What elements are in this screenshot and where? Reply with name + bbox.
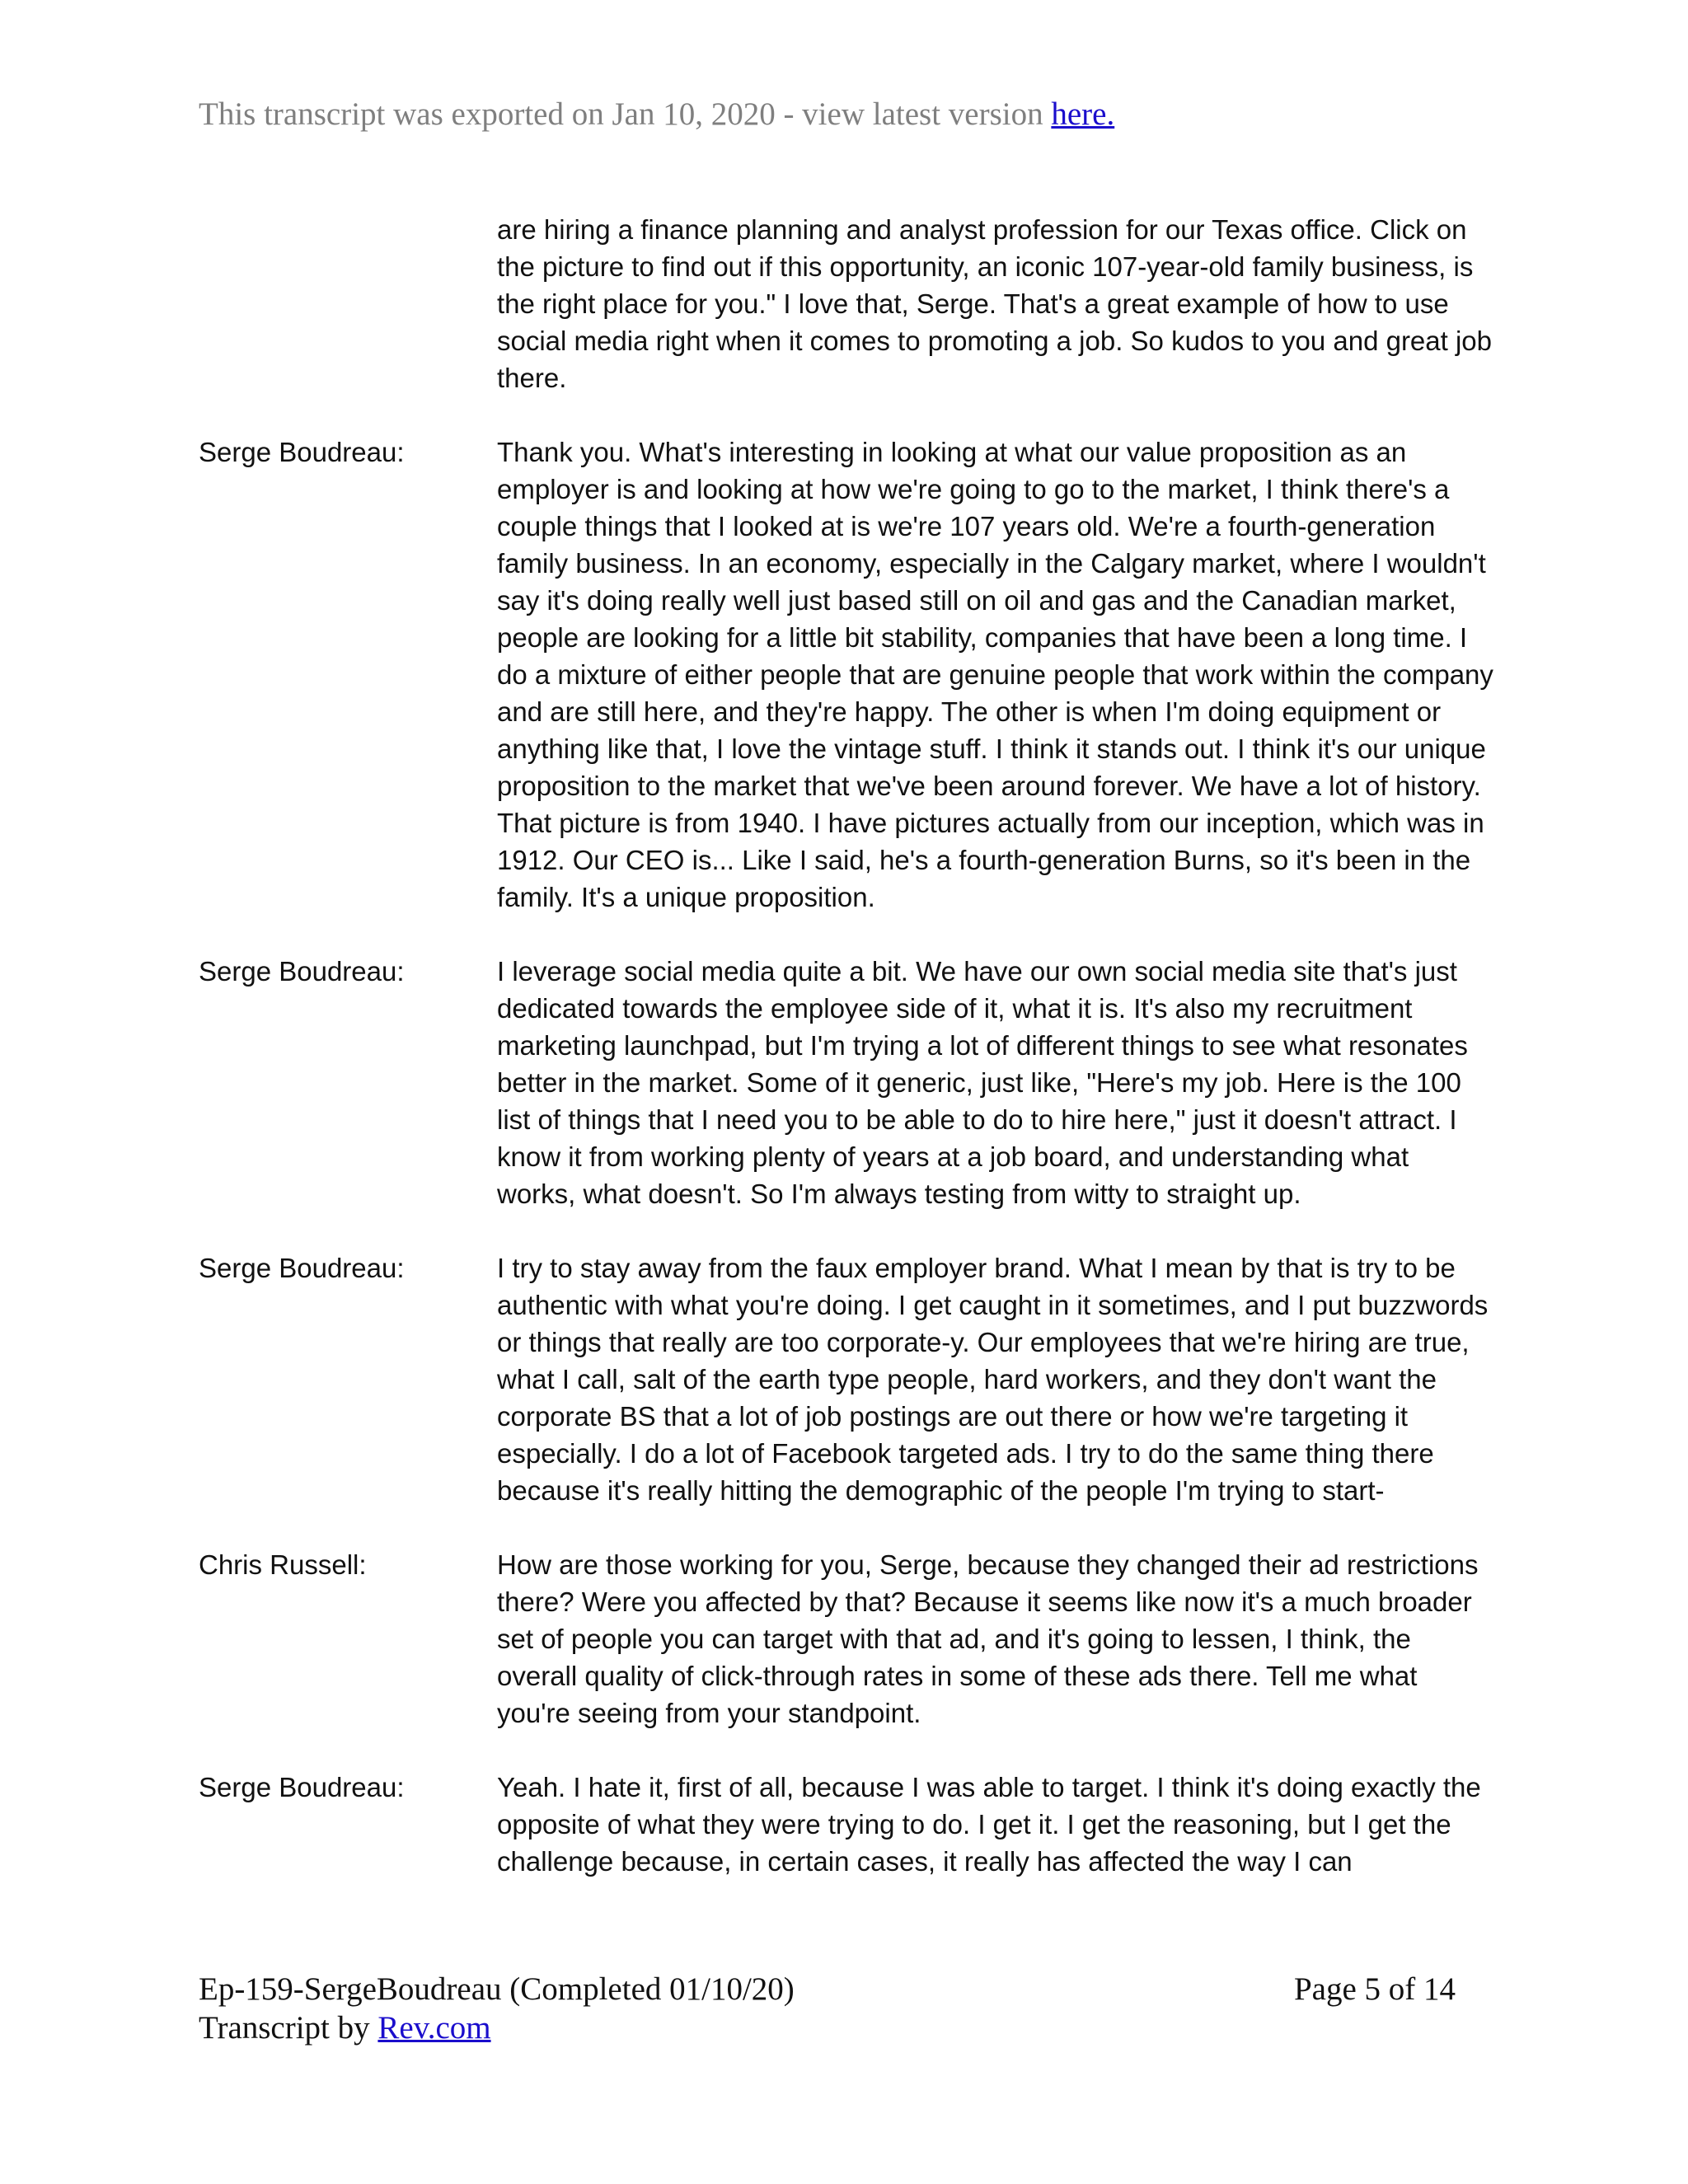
latest-version-link[interactable]: here. [1051, 96, 1115, 132]
speech-text: Thank you. What's interesting in looking at what our value proposition as an employer is and looking at how we're going to go to the market, I think there's a couple things that I looked at is we're 107 years old. We're a fourth-generation family business. In an economy, especially in the Calgary market, where I wouldn't say it's doing really well just based still on oil and gas and the Canadian market, people are looking for a little bit stability, companies that have been a long time. I do a mixture of either people that are genuine people that work within the company and are still here, and they're happy. The other is when I'm doing equipment or anything like that, I love the vintage stuff. I think it stands out. I think it's our unique proposition to the market that we've been around forever. We have a lot of history. That picture is from 1940. I have pictures actually from our inception, which was in 1912. Our CEO is... Like I said, he's a fourth-generation Burns, so it's been in the family. It's a unique proposition. [497, 437, 1493, 912]
export-notice-text: This transcript was exported on Jan 10, 2020 - view latest version [199, 96, 1052, 132]
transcript-entry [199, 1546, 1501, 1732]
document-name: Ep-159-SergeBoudreau (Completed 01/10/20) [199, 1971, 795, 2007]
transcript-entry [199, 211, 1501, 396]
speaker-name: Serge Boudreau: [199, 956, 405, 987]
rev-link[interactable]: Rev.com [377, 2010, 491, 2046]
speech-text: Yeah. I hate it, first of all, because I was able to target. I think it's doing exactly the opposite of what they were trying to do. I get it. I get the reasoning, but I get the challenge because, in certain cases, it really has affected the way I can [497, 1772, 1481, 1877]
transcript-credit [199, 2008, 1456, 2047]
transcript-body [199, 211, 1501, 1917]
speaker-name: Serge Boudreau: [199, 437, 405, 467]
transcript-entry [199, 953, 1501, 1212]
speaker-name: Serge Boudreau: [199, 1772, 405, 1802]
transcript-entry [199, 1249, 1501, 1509]
speaker-name: Chris Russell: [199, 1549, 367, 1580]
transcript-credit-text: Transcript by [199, 2010, 378, 2046]
speech-text: I leverage social media quite a bit. We have our own social media site that's just dedicated towards the employee side of it, what it is. It's also my recruitment marketing launchpad, but I'm trying a lot of different things to see what resonates better in the market. Some of it generic, just like, "Here's my job. Here is the 100 list of things that I need you to be able to do to hire here," just it doesn't attract. I know it from working plenty of years at a job board, and understanding what works, what doesn't. So I'm always testing from witty to straight up. [497, 956, 1468, 1209]
page-indicator: Page 5 of 14 [1293, 1971, 1456, 2007]
speaker-name: Serge Boudreau: [199, 1253, 405, 1283]
footer-row [199, 1970, 1456, 2008]
speaker-name [199, 211, 497, 396]
speech-text: How are those working for you, Serge, because they changed their ad restrictions there? Were you affected by that? Because it seems like now it's a much broader set of people you can target with that ad, and it's going to lessen, I think, the overall quality of click-through rates in some of these ads there. Tell me what you're seeing from your standpoint. [497, 1549, 1479, 1728]
speech-text: I try to stay away from the faux employer brand. What I mean by that is try to be authentic with what you're doing. I get caught in it sometimes, and I put buzzwords or things that really are too corporate-y. Our employees that we're hiring are true, what I call, salt of the earth type people, hard workers, and they don't want the corporate BS that a lot of job postings are out there or how we're targeting it especially. I do a lot of Facebook targeted ads. I try to do the same thing there because it's really hitting the demographic of the people I'm trying to start- [497, 1253, 1489, 1506]
export-notice [199, 96, 1114, 133]
speech-text: are hiring a finance planning and analyst profession for our Texas office. Click on the picture to find out if this opportunity, an iconic 107-year-old family business, is the right place for you." I love that, Serge. That's a great example of how to use social media right when it comes to promoting a job. So kudos to you and great job there. [497, 214, 1493, 393]
page-footer [199, 1970, 1456, 2047]
transcript-entry [199, 1769, 1501, 1880]
transcript-entry [199, 434, 1501, 916]
